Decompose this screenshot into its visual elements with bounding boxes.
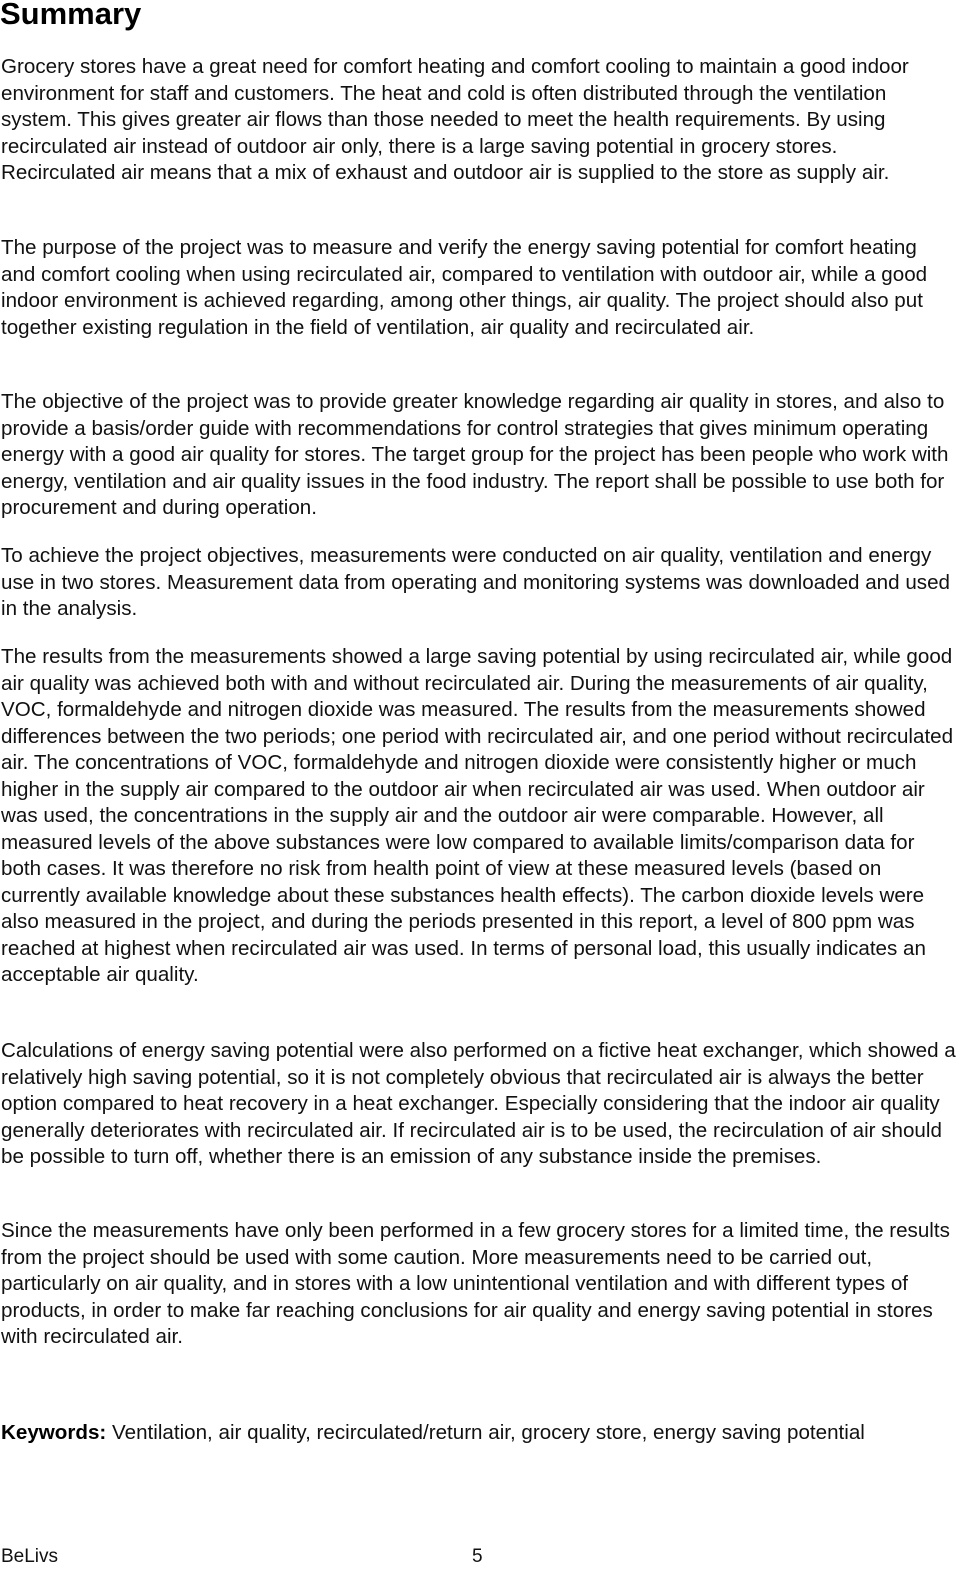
paragraph-intro: Grocery stores have a great need for comfort heating and comfort cooling to maintain a good indoor environment for staff and customers. The heat and cold is often distributed through the ventilation system. This gives greater air flows than those needed to meet the health requirements. By using recirculated air instead of outdoor air only, there is a large saving potential in grocery stores. Recirculated air means that a mix of exhaust and outdoor air is supplied to the store as supply air.	[1, 55, 909, 184]
page-number: 5	[472, 1546, 483, 1567]
paragraph-results: The results from the measurements showed a large saving potential by using recirculated air, while good air quality was achieved both with and without recirculated air. During the measurements of air quality, VOC, formaldehyde and nitrogen dioxide was measured. The results from the measurements showed differences between the two periods; one period with recirculated air, and one period without recirculated air. The concentrations of VOC, formaldehyde and nitrogen dioxide were consistently higher or much higher in the supply air compared to the outdoor air when recirculated air was used. When outdoor air was used, the concentrations in the supply air and the outdoor air were comparable. However, all measured levels of the above substances were low compared to available limits/comparison data for both cases. It was therefore no risk from health point of view at these measured levels (based on currently available knowledge about these substances health effects). The carbon dioxide levels were also measured in the project, and during the periods presented in this report, a level of 800 ppm was reached at highest when recirculated air was used. In terms of personal load, this usually indicates an acceptable air quality.	[1, 645, 954, 986]
page-title: Summary	[0, 0, 142, 31]
paragraph-purpose: The purpose of the project was to measure and verify the energy saving potential for comfort heating and comfort cooling when using recirculated air, compared to ventilation with outdoor air, while a good indoor environment is achieved regarding, among other things, air quality. The project should also put together existing regulation in the field of ventilation, air quality and recirculated air.	[1, 236, 928, 339]
keywords-label: Keywords:	[1, 1421, 107, 1444]
paragraph-method: To achieve the project objectives, measurements were conducted on air quality, ventilation and energy use in two stores. Measurement data from operating and monitoring systems was downloaded and used in the analysis.	[1, 544, 950, 620]
paragraph-caution: Since the measurements have only been performed in a few grocery stores for a limited time, the results from the project should be used with some caution. More measurements need to be carried out, particularly on air quality, and in stores with a low unintentional ventilation and with different types of products, in order to make far reaching conclusions for air quality and energy saving potential in stores with recirculated air.	[1, 1219, 950, 1348]
footer-label: BeLivs	[1, 1546, 59, 1567]
keywords-text: Ventilation, air quality, recirculated/return air, grocery store, energy saving potential	[106, 1421, 865, 1444]
keywords-paragraph	[1, 1420, 956, 1447]
paragraph-calculations: Calculations of energy saving potential were also performed on a fictive heat exchanger, which showed a relatively high saving potential, so it is not completely obvious that recirculated air is always the better option compared to heat recovery in a heat exchanger. Especially considering that the indoor air quality generally deteriorates with recirculated air. If recirculated air is to be used, the recirculation of air should be possible to turn off, whether there is an emission of any substance inside the premises.	[1, 1039, 956, 1168]
paragraph-objective: The objective of the project was to provide greater knowledge regarding air quality in stores, and also to provide a basis/order guide with recommendations for control strategies that gives minimum operating energy with a good air quality for stores. The target group for the project has been people who work with energy, ventilation and air quality issues in the food industry. The report shall be possible to use both for procurement and during operation.	[1, 390, 949, 519]
